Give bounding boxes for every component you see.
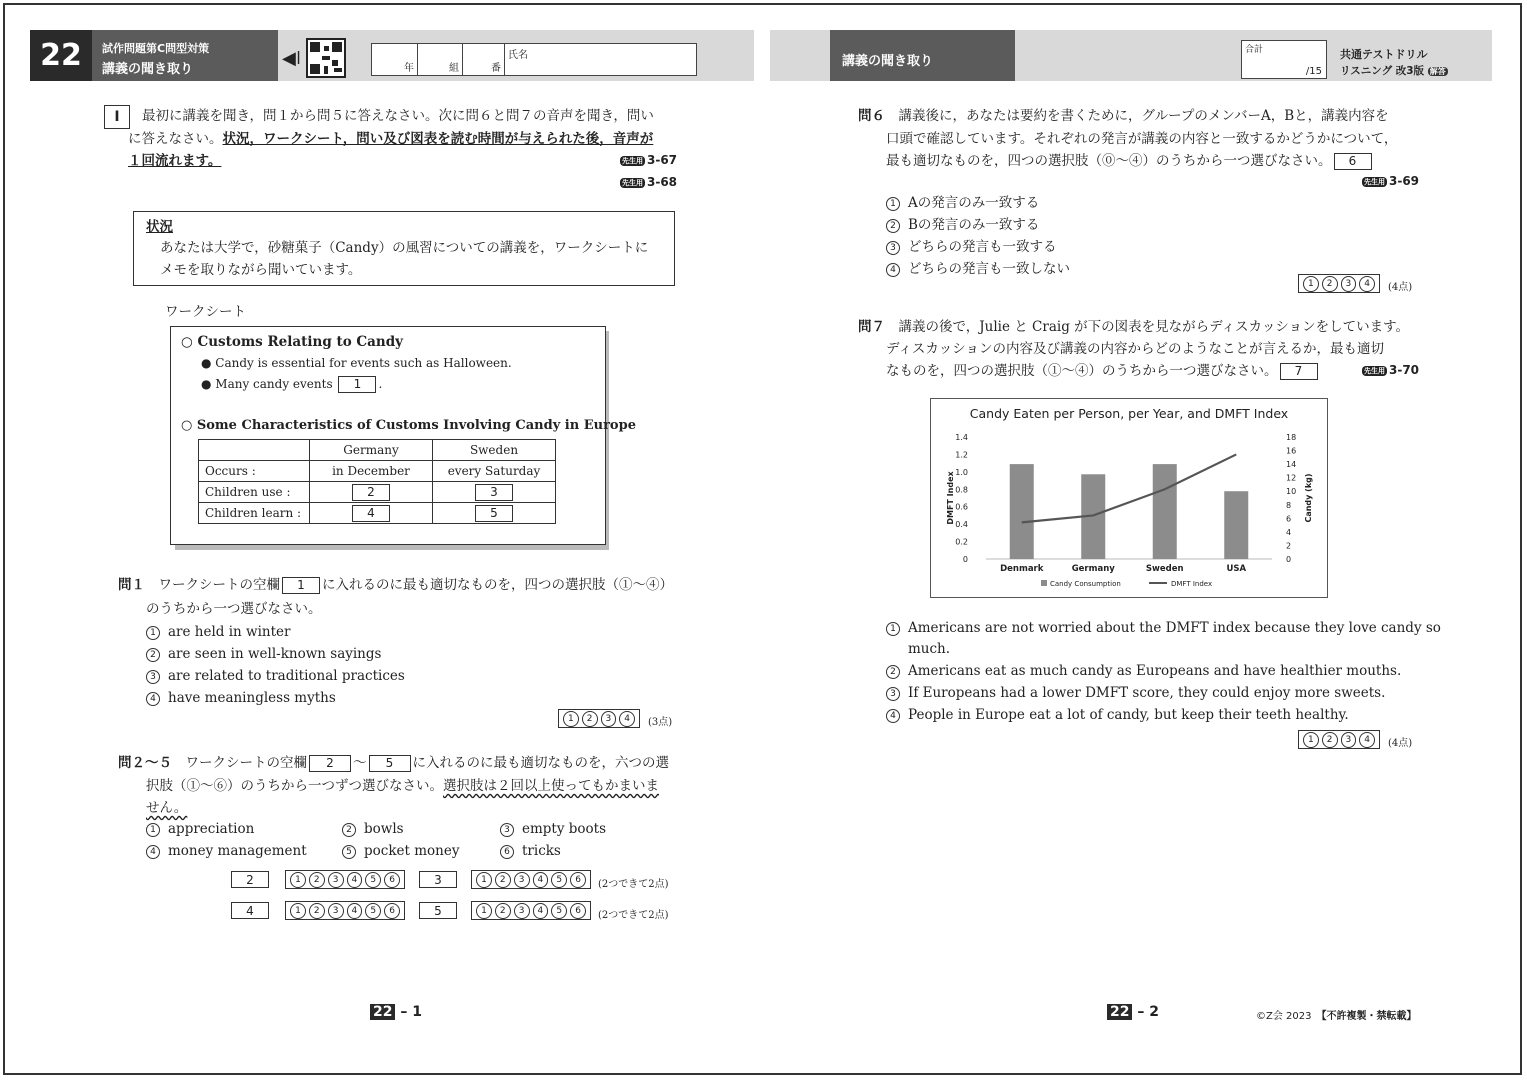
option-number: 3 [146,670,160,684]
q7-option-1-cont: much. [908,641,951,657]
y-left-tick-label: 0.2 [955,537,968,547]
y-right-tick-label: 6 [1286,514,1292,524]
q7-option-1[interactable]: 1 Americans are not worried about the DMFT index because they love candy so [886,617,1441,639]
option-number: 4 [886,709,900,723]
table-cell: in December [310,461,433,482]
option-number: 5 [342,845,356,859]
dmft-line [1022,454,1237,522]
table-row [199,482,556,503]
instruction-line-3: １回流れます。 [128,153,222,169]
chart-frame [930,398,1328,598]
total-label: 合計 [1245,45,1264,55]
qr-code-icon[interactable] [306,38,346,78]
left-header-title-block [92,30,278,81]
blank-box-4: 4 [352,505,390,522]
q7-prompt-2: ディスカッションの内容及び講義の内容からどのようなことが言えるか，最も適切 [886,341,1385,357]
name-field[interactable]: 氏名 [508,50,528,61]
row-label: Occurs : [199,461,310,482]
y-right-tick-label: 10 [1286,487,1297,497]
table-cell: every Saturday [433,461,556,482]
option-number: 2 [886,665,900,679]
name-entry-box [371,43,697,76]
q7-points: (4点) [1388,738,1413,749]
y-right-tick-label: 12 [1286,473,1297,483]
page-number-left: 22 – 1 [370,1004,422,1020]
option-number: 2 [342,823,356,837]
y-right-tick-label: 14 [1286,460,1297,470]
q1-prompt: 問１ ワークシートの空欄 1 に入れるのに最も適切なものを，四つの選択肢（①〜④） [118,577,673,593]
cd-track-4: 先生用 3-70 [1364,363,1420,377]
total-score-box [1241,40,1327,79]
y-right-tick-label: 16 [1286,446,1297,456]
q2-option-6[interactable]: 6 tricks [500,840,561,862]
y-left-tick-label: 1.2 [955,450,968,460]
y-right-axis-label: Candy (kg) [1304,473,1313,523]
header-subtitle: 試作問題第C問型対策 [102,42,210,55]
table-header-sweden: Sweden [433,440,556,461]
q1-option-1[interactable]: 1 are held in winter [146,621,290,643]
option-number: 2 [886,219,900,233]
q6-prompt-2: 口頭で確認しています。それぞれの発言が講義の内容と一致するかどうかについて， [886,131,1398,147]
q6-blank-box: 6 [1334,153,1372,170]
y-right-tick-label: 8 [1286,500,1292,510]
situation-line-1: あなたは大学で，砂糖菓子（Candy）の風習についての講義を，ワークシートに [160,240,649,256]
y-left-tick-label: 0.4 [955,520,968,530]
option-number: 4 [146,845,160,859]
q1-answer-bubbles[interactable]: 1 2 3 4 [558,709,640,728]
y-right-tick-label: 4 [1286,527,1292,537]
option-number: 4 [886,263,900,277]
worksheet-card [170,326,636,545]
worksheet-table [198,439,556,524]
q2-blank-box-2: 2 [309,755,351,772]
book-title: 共通テストドリル [1340,48,1428,61]
table-header-germany: Germany [310,440,433,461]
right-header-title-block [830,30,1015,81]
q1-option-4[interactable]: 4 have meaningless myths [146,687,336,709]
q1-option-3[interactable]: 3 are related to traditional practices [146,665,405,687]
y-left-tick-label: 1.4 [955,433,968,442]
book-subtitle: リスニング 改3版 解答 [1340,65,1446,77]
x-tick-label: USA [1226,564,1247,574]
legend-bar-swatch [1041,580,1047,586]
section-label: I [104,105,130,129]
instruction-line-1: 最初に講義を聞き，問１から問５に答えなさい。次に問６と問７の音声を聞き，問い [142,108,654,124]
worksheet-bullet-2: ● Many candy events 1 . [201,377,383,391]
copyright: ©Z会 2023 【不許複製・禁転載】 [1256,1011,1417,1022]
q6-points: (4点) [1388,282,1413,293]
option-number: 3 [500,823,514,837]
x-tick-label: Sweden [1145,564,1184,574]
answer-label-4: 4 [231,902,269,919]
answer-bubbles-4[interactable]: 1 2 3 4 5 6 [285,901,405,920]
situation-line-2: メモを取りながら聞いています。 [160,262,362,278]
q6-prompt-3: 最も適切なものを，四つの選択肢（⓪〜④）のうちから一つ選びなさい。 6 [886,150,1374,172]
q6-option-3[interactable]: 3 どちらの発言も一致する [886,236,1057,258]
instruction-line-2: に答えなさい。状況，ワークシート，問い及び図表を読む時間が与えられた後，音声が [128,131,654,147]
y-left-tick-label: 0.6 [955,502,968,512]
q1-prompt-cont: のうちから一つ選びなさい。 [146,601,322,617]
q7-prompt-3: なものを，四つの選択肢（①〜④）のうちから一つ選びなさい。 7 [886,360,1320,382]
table-row [199,461,556,482]
y-right-tick-label: 0 [1286,555,1292,564]
answer-label-3: 3 [419,871,457,888]
cd-track-2: 先生用 3-68 [622,175,678,189]
option-number: 1 [146,823,160,837]
option-number: 4 [146,692,160,706]
page-number-right: 22 – 2 [1107,1004,1159,1020]
worksheet-bullet-1: ● Candy is essential for events such as Halloween. [201,356,512,370]
answer-bubbles-2[interactable]: 1 2 3 4 5 6 [285,870,405,889]
blank-box-3: 3 [475,484,513,501]
q6-option-4[interactable]: 4 どちらの発言も一致しない [886,258,1070,280]
row-label: Children learn : [199,503,310,524]
q7-option-4[interactable]: 4 People in Europe eat a lot of candy, but keep their teeth healthy. [886,704,1349,726]
cd-track-3: 先生用 3-69 [1364,174,1420,188]
q2-points-2: (2つできて2点) [598,910,669,921]
q2-blank-box-5: 5 [369,755,411,772]
option-number: 1 [146,626,160,640]
q1-blank-box: 1 [282,577,320,594]
bar-usa [1224,491,1248,559]
y-left-tick-label: 0 [962,555,968,564]
q7-option-2[interactable]: 2 Americans eat as much candy as Europeans and have healthier mouths. [886,660,1401,682]
q6-option-1[interactable]: 1 Aの発言のみ一致する [886,192,1039,214]
lesson-number: 22 [30,30,92,81]
blank-box-5: 5 [475,505,513,522]
number-field[interactable]: 番 [462,44,505,75]
answer-bubbles-5[interactable]: 1 2 3 4 5 6 [471,901,591,920]
y-right-tick-label: 2 [1286,541,1292,551]
legend-label: Candy Consumption [1050,580,1121,588]
year-field[interactable]: 年 [372,44,418,75]
chart-title: Candy Eaten per Person, per Year, and DMFT Index [969,406,1289,421]
option-number: 3 [886,241,900,255]
y-left-tick-label: 0.8 [955,485,968,495]
bar-sweden [1153,464,1177,559]
q1-points: (3点) [648,717,673,728]
q2-option-3[interactable]: 3 empty boots [500,818,606,840]
class-field[interactable]: 組 [417,44,463,75]
x-tick-label: Germany [1071,564,1115,574]
blank-box-1: 1 [338,376,376,393]
table-row [199,503,556,524]
q7-answer-bubbles[interactable]: 1 2 3 4 [1298,730,1380,749]
header-title: 講義の聞き取り [102,62,194,77]
q2-points-1: (2つできて2点) [598,879,669,890]
q6-prompt-1: 問６ 講義後に，あなたは要約を書くために，グループのメンバーA，Bと，講義内容を [858,108,1389,124]
q6-option-2[interactable]: 2 Bの発言のみ一致する [886,214,1039,236]
legend-label: DMFT Index [1171,580,1213,588]
q2-option-1[interactable]: 1 appreciation [146,818,254,840]
answer-label-2: 2 [231,871,269,888]
cd-track-1: 先生用 3-67 [622,153,678,167]
x-tick-label: Denmark [1000,564,1044,574]
q1-option-2[interactable]: 2 are seen in well-known sayings [146,643,381,665]
situation-box [133,211,675,286]
option-number: 1 [886,622,900,636]
y-left-axis-label: DMFT Index [946,471,955,525]
situation-heading: 状況 [146,219,173,235]
answer-bubbles-3[interactable]: 1 2 3 4 5 6 [471,870,591,889]
q2-prompt-end: せん。 [146,800,188,816]
bar-denmark [1010,464,1034,559]
row-label: Children use : [199,482,310,503]
candy-dmft-chart [931,399,1327,597]
q7-option-3[interactable]: 3 If Europeans had a lower DMFT score, they could enjoy more sweets. [886,682,1385,704]
y-right-tick-label: 18 [1286,433,1297,442]
q6-answer-bubbles[interactable]: 1 2 3 4 [1298,274,1380,293]
option-number: 1 [886,197,900,211]
worksheet-label: ワークシート [165,304,246,320]
book-badge: 解答 [1429,67,1446,76]
y-left-tick-label: 1.0 [955,467,968,477]
answer-label-5: 5 [419,902,457,919]
header-title-right: 講義の聞き取り [842,54,934,69]
worksheet-heading-1: ○ Customs Relating to Candy [181,334,403,350]
q2-option-2[interactable]: 2 bowls [342,818,404,840]
q2-option-4[interactable]: 4 money management [146,840,307,862]
q7-blank-box: 7 [1280,363,1318,380]
option-number: 2 [146,648,160,662]
q2-prompt-cont: 択肢（①〜⑥）のうちから一つずつ選びなさい。選択肢は２回以上使ってもかまいま [146,778,659,794]
blank-box-2: 2 [352,484,390,501]
total-score: /15 [1305,66,1322,77]
option-number: 3 [886,687,900,701]
q2-prompt: 問２〜５ ワークシートの空欄 2 〜 5 に入れるのに最も適切なものを，六つの選 [118,755,669,771]
worksheet-heading-2: ○ Some Characteristics of Customs Involving Candy in Europe [181,418,636,433]
speaker-icon: ◀ǀ [282,48,302,69]
q2-option-5[interactable]: 5 pocket money [342,840,459,862]
option-number: 6 [500,845,514,859]
q7-prompt-1: 問７ 講義の後で，Julie と Craig が下の図表を見ながらディスカッションをしています。 [858,319,1410,335]
